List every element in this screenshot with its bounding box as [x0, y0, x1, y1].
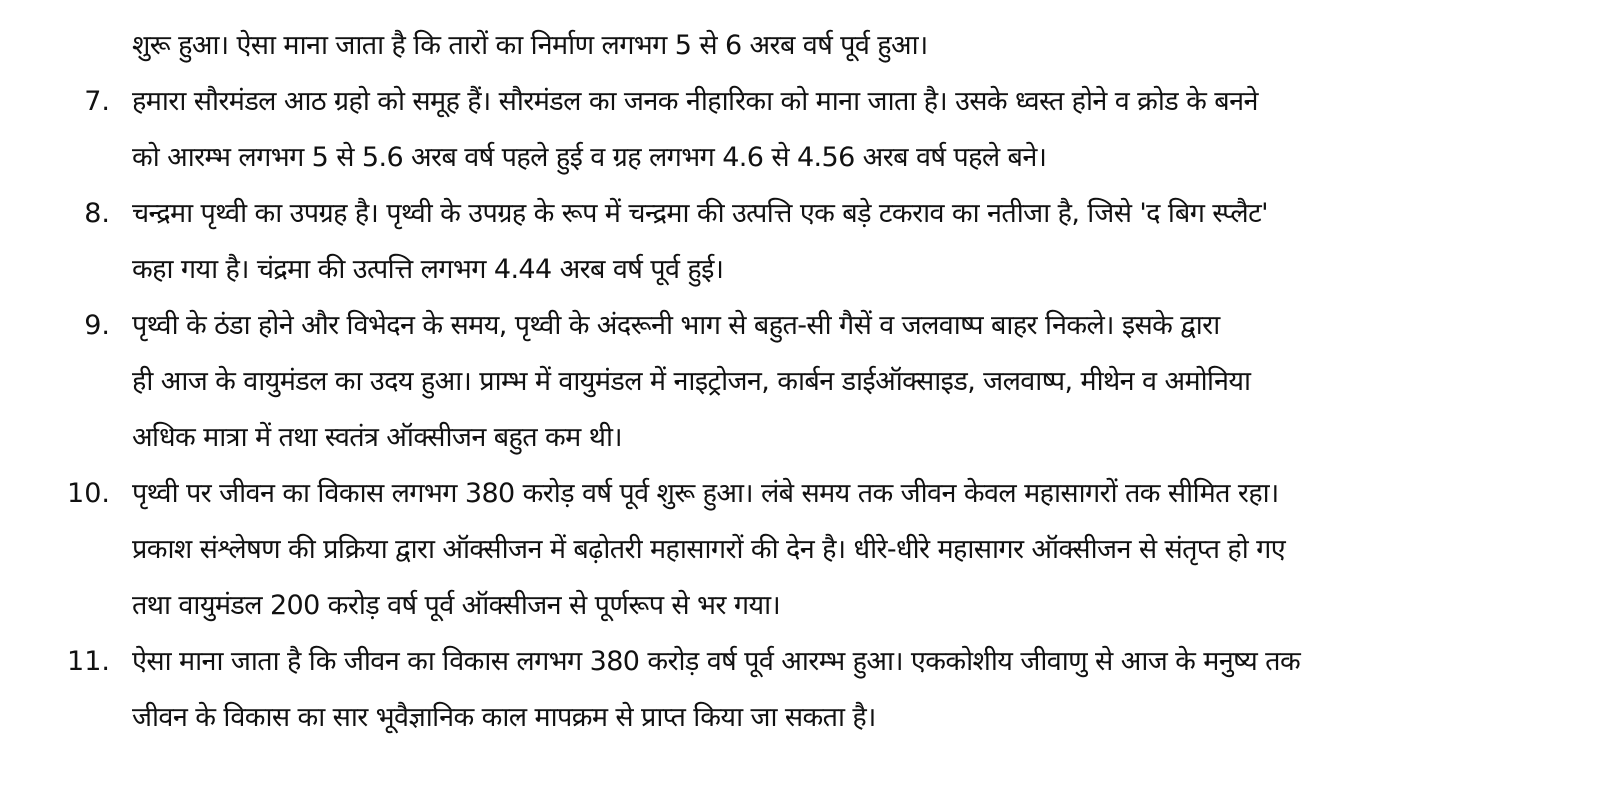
item-10-line-1: पृथ्वी पर जीवन का विकास लगभग 380 करोड़ वर्ष पूर्व शुरू हुआ। लंबे समय तक जीवन केवल महासागरों तक सीमित रहा। — [132, 478, 1279, 509]
item-number-7: 7. — [84, 86, 110, 117]
item-7-line-1: हमारा सौरमंडल आठ ग्रहो को समूह हैं। सौरमंडल का जनक नीहारिका को माना जाता है। उसके ध्वस्त होने व क्रोड के बनने — [132, 86, 1258, 117]
item-9-line-1: पृथ्वी के ठंडा होने और विभेदन के समय, पृथ्वी के अंदरूनी भाग से बहुत-सी गैसें व जलवाष्प बाहर निकले। इसके द्वारा — [132, 310, 1220, 341]
item-11-line-1: ऐसा माना जाता है कि जीवन का विकास लगभग 380 करोड़ वर्ष पूर्व आरम्भ हुआ। एककोशीय जीवाणु से आज के मनुष्य तक — [132, 646, 1301, 677]
item-number-9: 9. — [84, 310, 110, 341]
item-number-10: 10. — [67, 478, 110, 509]
item-8-line-1: चन्द्रमा पृथ्वी का उपग्रह है। पृथ्वी के उपग्रह के रूप में चन्द्रमा की उत्पत्ति एक बड़े टकराव का नतीजा है, जिसे 'द बिग स्प्लैट' — [132, 198, 1268, 229]
item-number-11: 11. — [67, 646, 110, 677]
item-number-8: 8. — [84, 198, 110, 229]
intro-line: शुरू हुआ। ऐसा माना जाता है कि तारों का निर्माण लगभग 5 से 6 अरब वर्ष पूर्व हुआ। — [132, 30, 928, 61]
item-10-line-3: तथा वायुमंडल 200 करोड़ वर्ष पूर्व ऑक्सीजन से पूर्णरूप से भर गया। — [132, 590, 781, 621]
item-9-line-2: ही आज के वायुमंडल का उदय हुआ। प्राम्भ में वायुमंडल में नाइट्रोजन, कार्बन डाईऑक्साइड, जलवाष्प, मीथेन व अमोनिया — [132, 366, 1251, 397]
item-8-line-2: कहा गया है। चंद्रमा की उत्पत्ति लगभग 4.44 अरब वर्ष पूर्व हुई। — [132, 254, 724, 285]
item-11-line-2: जीवन के विकास का सार भूवैज्ञानिक काल मापक्रम से प्राप्त किया जा सकता है। — [132, 702, 876, 733]
item-7-line-2: को आरम्भ लगभग 5 से 5.6 अरब वर्ष पहले हुई व ग्रह लगभग 4.6 से 4.56 अरब वर्ष पहले बने। — [132, 142, 1047, 173]
item-10-line-2: प्रकाश संश्लेषण की प्रक्रिया द्वारा ऑक्सीजन में बढ़ोतरी महासागरों की देन है। धीरे-धीरे महासागर ऑक्सीजन से संतृप्त हो गए — [132, 534, 1286, 565]
item-9-line-3: अधिक मात्रा में तथा स्वतंत्र ऑक्सीजन बहुत कम थी। — [132, 422, 622, 453]
